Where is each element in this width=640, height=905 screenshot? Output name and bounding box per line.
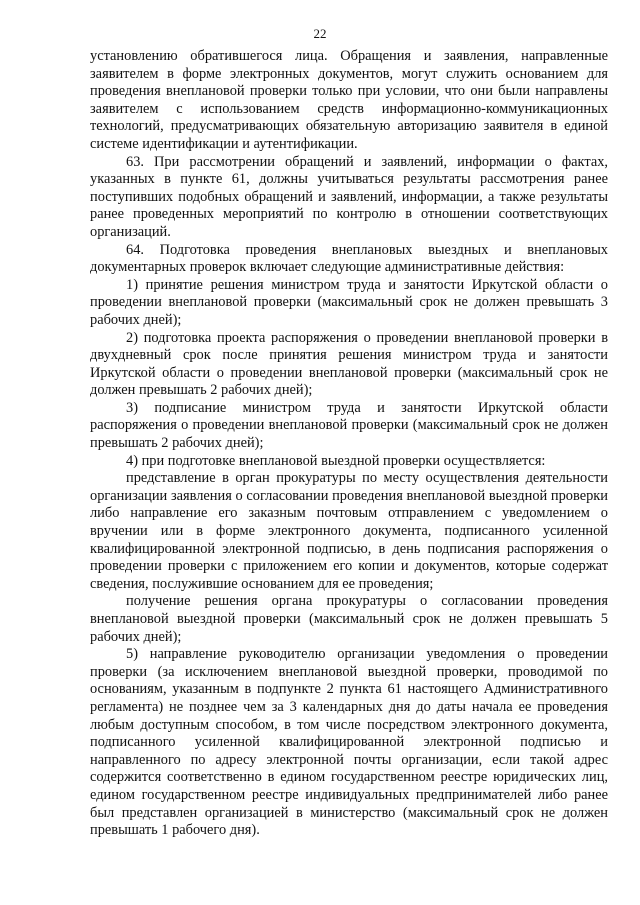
document-body <box>90 48 608 840</box>
paragraph-64: 64. Подготовка проведения внеплановых выездных и внеплановых документарных проверок включает следующие административные действия: <box>90 241 608 276</box>
list-item-3: 3) подписание министром труда и занятости Иркутской области распоряжения о проведении внеплановой проверки (максимальный срок не должен превышать 2 рабочих дней); <box>90 399 608 452</box>
list-item-2: 2) подготовка проекта распоряжения о проведении внеплановой проверки в двухдневный срок после принятия решения министром труда и занятости Иркутской области о проведении внеплановой проверки (максимальный срок не должен превышать 2 рабочих дней); <box>90 329 608 399</box>
list-item-1: 1) принятие решения министром труда и занятости Иркутской области о проведении внеплановой проверки (максимальный срок не должен превышать 3 рабочих дней); <box>90 276 608 328</box>
list-item-4-submission: представление в орган прокуратуры по месту осуществления деятельности организации заявления о согласовании проведения внеплановой выездной проверки либо направление его заказным почтовым отправлением с уведомлением о вручении или в форме электронного документа, подписанного усиленной квалифицированной электронной подписью, в день подписания распоряжения о проведении проверки с приложением его копии и документов, которые содержат сведения, послужившие основанием для ее проведения; <box>90 470 608 592</box>
paragraph-63: 63. При рассмотрении обращений и заявлений, информации о фактах, указанных в пункте 61, должны учитываться результаты рассмотрения ранее поступивших подобных обращений и заявлений, информации, а также результаты ранее проведенных мероприятий по контролю в отношении соответствующих организаций. <box>90 153 608 240</box>
list-item-4-decision: получение решения органа прокуратуры о согласовании проведения внеплановой выездной проверки (максимальный срок не должен превышать 5 рабочих дней); <box>90 593 608 645</box>
list-item-4: 4) при подготовке внеплановой выездной проверки осуществляется: <box>126 452 546 469</box>
page-number: 22 <box>313 26 327 41</box>
paragraph-continuation: установлению обратившегося лица. Обращения и заявления, направленные заявителем в форме электронных документов, могут служить основанием для проведения внеплановой проверки только при условии, что они были направлены заявителем с использованием средств информационно-коммуникационных технологий, предусматривающих обязательную авторизацию заявителя в единой системе идентификации и аутентификации. <box>90 48 608 152</box>
list-item-5: 5) направление руководителю организации уведомления о проведении проверки (за исключением внеплановой выездной проверки, проводимой по основаниям, указанным в подпункте 2 пункта 61 настоящего Административного регламента) не позднее чем за 3 календарных дня до даты начала ее проведения любым доступным способом, в том числе посредством электронного документа, подписанного усиленной квалифицированной электронной подписью и направленного по адресу электронной почты организации, если такой адрес содержится соответственно в едином государственном реестре юридических лиц, едином государственном реестре индивидуальных предпринимателей либо ранее был представлен организацией в министерство (максимальный срок не должен превышать 1 рабочего дня). <box>90 646 608 839</box>
